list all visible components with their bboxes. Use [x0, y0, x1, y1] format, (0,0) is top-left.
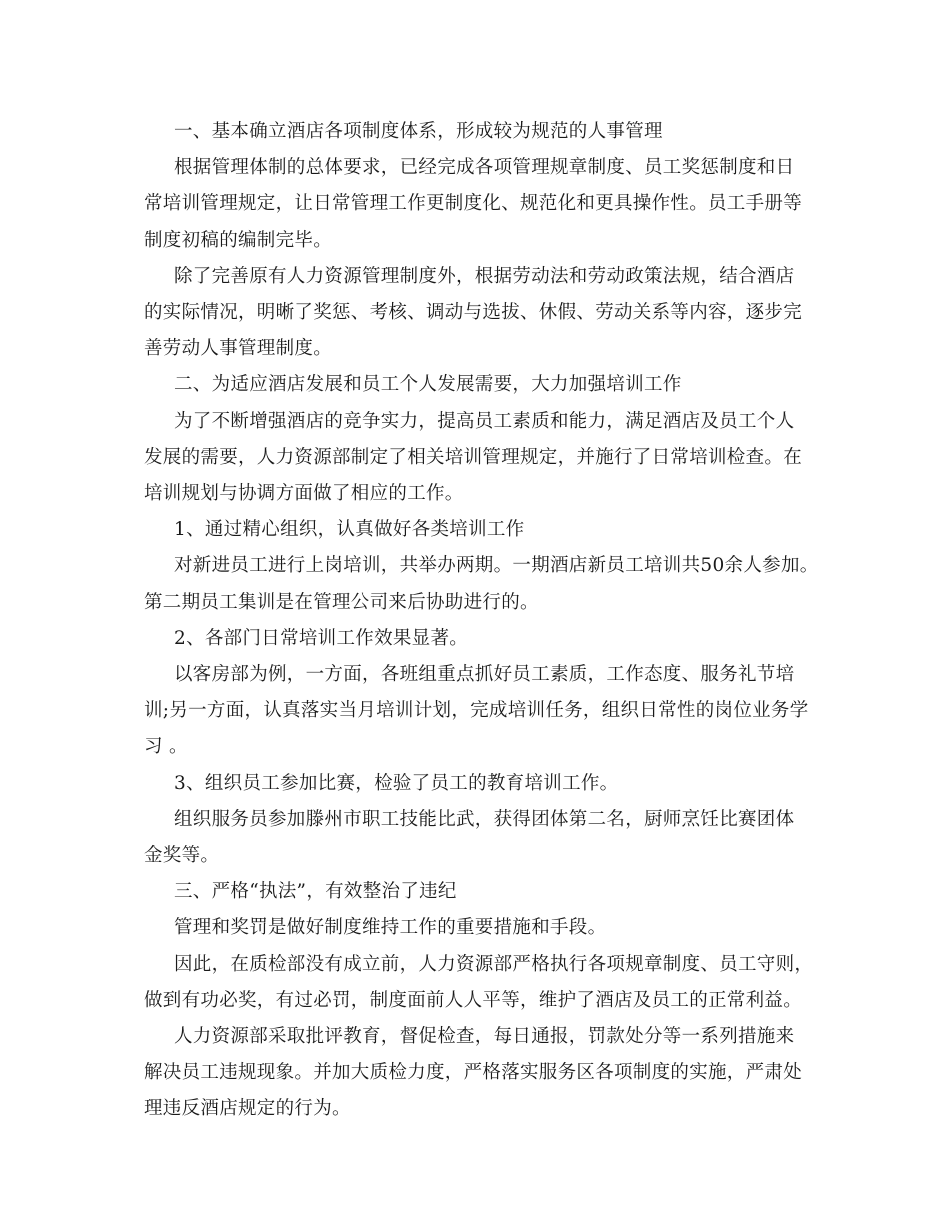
- paragraph-line: 制度初稿的编制完毕。: [144, 229, 333, 251]
- paragraph-line: 为了不断增强酒店的竞争实力，提高员工素质和能力，满足酒店及员工个人: [174, 410, 795, 432]
- paragraph-line: 发展的需要，人力资源部制定了相关培训管理规定，并施行了日常培训检查。在: [144, 446, 803, 468]
- subheading-1: [144, 512, 824, 548]
- paragraph-line: 做到有功必奖，有过必罚，制度面前人人平等，维护了酒店及员工的正常利益。: [144, 989, 803, 1011]
- paragraph-line: 习 。: [144, 736, 188, 758]
- paragraph-line: 对新进员工进行上岗培训，共举办两期。一期酒店新员工培训共50余人参加。: [174, 555, 819, 577]
- paragraph-line: 根据管理体制的总体要求，已经完成各项管理规章制度、员工奖惩制度和日: [174, 157, 795, 179]
- paragraph-line: 善劳动人事管理制度。: [144, 338, 333, 360]
- paragraph-line: 理违反酒店规定的行为。: [144, 1098, 351, 1120]
- subheading-line: 3、组织员工参加比赛，检验了员工的教育培训工作。: [174, 772, 619, 794]
- paragraph: [144, 947, 824, 1019]
- section-heading-1: [144, 114, 824, 150]
- paragraph-line: 组织服务员参加滕州市职工技能比武，获得团体第二名，厨师烹饪比赛团体: [174, 808, 795, 830]
- paragraph-line: 的实际情况，明晰了奖惩、考核、调动与选拔、休假、劳动关系等内容，逐步完: [144, 302, 803, 324]
- subheading-line: 2、各部门日常培训工作效果显著。: [174, 627, 469, 649]
- paragraph-line: 除了完善原有人力资源管理制度外，根据劳动法和劳动政策法规，结合酒店: [174, 265, 795, 287]
- paragraph-line: 第二期员工集训是在管理公司来后协助进行的。: [144, 591, 539, 613]
- heading-line: 二、为适应酒店发展和员工个人发展需要，大力加强培训工作: [174, 374, 682, 396]
- paragraph-line: 人力资源部采取批评教育，督促检查，每日通报，罚款处分等一系列措施来: [174, 1026, 795, 1048]
- paragraph-line: 训;另一方面，认真落实当月培训计划，完成培训任务，组织日常性的岗位业务学: [144, 700, 809, 722]
- section-heading-3: [144, 874, 824, 910]
- paragraph-line: 以客房部为例，一方面，各班组重点抓好员工素质，工作态度、服务礼节培: [174, 664, 795, 686]
- paragraph: [144, 910, 824, 946]
- document-body: [144, 114, 824, 1128]
- paragraph: [144, 802, 824, 874]
- paragraph: [144, 1019, 824, 1128]
- paragraph-line: 因此，在质检部没有成立前，人力资源部严格执行各项规章制度、员工守则，: [174, 953, 814, 975]
- subheading-2: [144, 621, 824, 657]
- paragraph: [144, 404, 824, 513]
- paragraph: [144, 259, 824, 368]
- paragraph-line: 常培训管理规定，让日常管理工作更制度化、规范化和更具操作性。员工手册等: [144, 193, 803, 215]
- paragraph: [144, 657, 824, 766]
- section-heading-2: [144, 367, 824, 403]
- subheading-line: 1、通过精心组织，认真做好各类培训工作: [174, 519, 525, 541]
- paragraph-line: 培训规划与协调方面做了相应的工作。: [144, 483, 464, 505]
- paragraph: [144, 150, 824, 259]
- heading-line: 一、基本确立酒店各项制度体系，形成较为规范的人事管理: [174, 121, 663, 142]
- heading-line: 三、严格“执法”，有效整治了违纪: [174, 881, 457, 903]
- paragraph-line: 金奖等。: [144, 845, 220, 867]
- paragraph-line: 解决员工违规现象。并加大质检力度，严格落实服务区各项制度的实施，严肃处: [144, 1062, 803, 1084]
- paragraph-line: 管理和奖罚是做好制度维持工作的重要措施和手段。: [174, 917, 607, 939]
- paragraph: [144, 548, 824, 620]
- subheading-3: [144, 766, 824, 802]
